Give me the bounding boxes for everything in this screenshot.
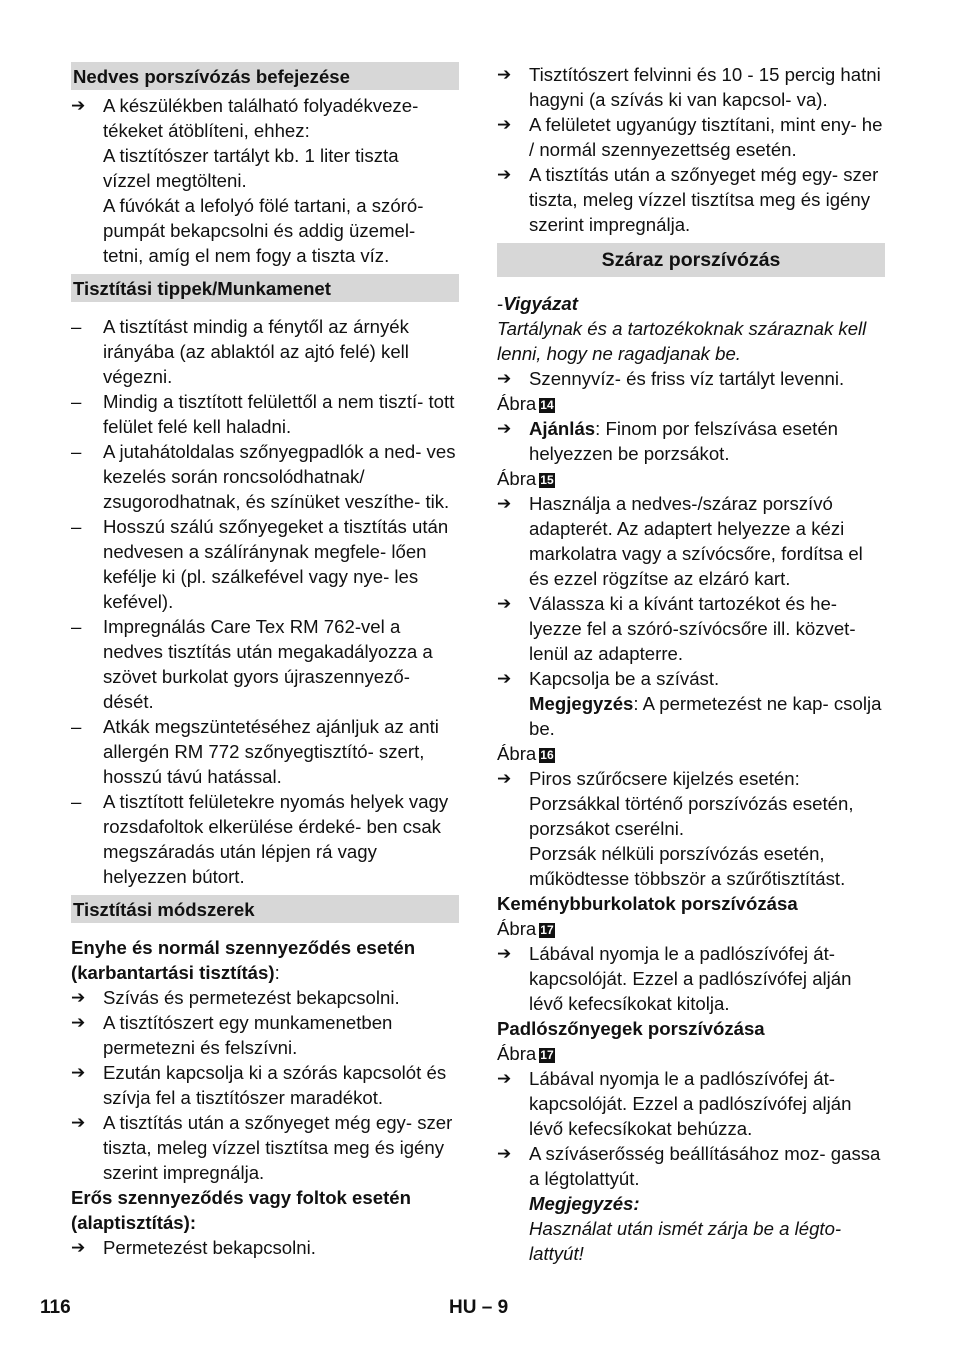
dash-icon: – [71, 441, 82, 462]
list-item [71, 985, 459, 1010]
list-item [497, 112, 885, 162]
item-text: Használja a nedves-/száraz porszívó adapterét. Az adaptert helyezze a kézi markolatra vagy a szívócsőre, fordítsa el és ezzel rögzítse az elzáró kart. [529, 493, 863, 589]
list-item [497, 1066, 885, 1141]
figure-ref [497, 1041, 885, 1066]
subheading-text: Enyhe és normál szennyeződés esetén (karbantartási tisztítás) [71, 937, 416, 983]
arrow-icon: ➔ [497, 1069, 512, 1088]
section-heading: Tisztítási tippek/Munkamenet [71, 274, 459, 302]
figure-label: Ábra [497, 743, 537, 764]
arrow-icon: ➔ [497, 369, 512, 388]
list-item [497, 491, 885, 591]
dash-icon: – [71, 716, 82, 737]
caution-text: Tartálynak és a tartozékoknak száraznak kell lenni, hogy ne ragadjanak be. [497, 318, 867, 364]
figure-number-badge: 16 [540, 748, 554, 762]
item-text: Szívás és permetezést bekapcsolni. [103, 987, 400, 1008]
item-text: Lábával nyomja le a padlószívófej át- kapcsolóját. Ezzel a padlószívófej alján lévő kefecsíkokat kitolja. [529, 943, 852, 1014]
dash-icon: – [71, 616, 82, 637]
page-number: 116 [40, 1297, 71, 1318]
arrow-icon: ➔ [497, 65, 512, 84]
text-line: Porzsák nélküli porszívózás esetén, működtesse többször a szűrőtisztítást. [529, 843, 846, 889]
item-text: Mindig a tisztított felülettől a nem tisztí- tott felület felé kell haladni. [103, 391, 455, 437]
text-line: tékeket átöblíteni, ehhez: [103, 120, 310, 141]
arrow-icon: ➔ [71, 1013, 86, 1032]
text-line: pumpát bekapcsolni és addig üzemel- [103, 220, 416, 241]
section-heading: Tisztítási módszerek [71, 895, 459, 923]
text-line: tetni, amíg el nem fogy a tiszta víz. [103, 245, 390, 266]
list-item [497, 416, 885, 466]
list-item [71, 1010, 459, 1060]
item-text: A tisztítást mindig a fénytől az árnyék irányába (az ablaktól az ajtó felé) kell végezni. [103, 316, 409, 387]
note [497, 691, 885, 741]
list-item [497, 591, 885, 666]
left-column [71, 62, 459, 1260]
caution-word: Vigyázat [503, 293, 578, 314]
figure-label: Ábra [497, 393, 537, 414]
text-line: vízzel megtölteni. [103, 170, 247, 191]
text-line: A fúvókát a lefolyó fölé tartani, a szóró- [103, 195, 424, 216]
list-item [497, 162, 885, 237]
subheading: Keménybburkolatok porszívózása [497, 893, 798, 914]
list-item [71, 1110, 459, 1185]
dash-icon: – [71, 791, 82, 812]
arrow-icon: ➔ [497, 594, 512, 613]
list-item [497, 941, 885, 1016]
arrow-icon: ➔ [497, 419, 512, 438]
list-item [497, 1141, 885, 1191]
arrow-icon: ➔ [497, 769, 512, 788]
note-text: Használat után ismét zárja be a légto- lattyút! [529, 1218, 842, 1264]
figure-label: Ábra [497, 918, 537, 939]
dash-icon: – [71, 391, 82, 412]
item-text: A jutahátoldalas szőnyegpadlók a ned- ves kezelés során roncsolódhatnak/ zsugorodhatnak, és színüket veszíthe- tik. [103, 441, 456, 512]
item-text: A készülékben található folyadékveze- [103, 95, 419, 116]
arrow-icon: ➔ [497, 944, 512, 963]
item-text: A tisztítás után a szőnyeget még egy- szer tiszta, meleg vízzel tisztítsa meg és igény szerint impregnálja. [529, 164, 879, 235]
caution-line [497, 291, 885, 316]
figure-ref [497, 741, 885, 766]
list-item [71, 93, 459, 118]
item-text: Tisztítószert felvinni és 10 - 15 percig hatni hagyni (a szívás ki van kapcsol- va). [529, 64, 881, 110]
item-text: A tisztított felületekre nyomás helyek vagy rozsdafoltok elkerülése érdeké- ben csak megszáradás után lépjen rá vagy helyezzen bútort. [103, 791, 449, 887]
recommendation-label: Ajánlás [529, 418, 596, 439]
item-text: Permetezést bekapcsolni. [103, 1237, 316, 1258]
figure-label: Ábra [497, 468, 537, 489]
caution-prefix: - [497, 293, 504, 314]
item-text: Atkák megszüntetéséhez ajánljuk az anti allergén RM 772 szőnyegtisztító- szert, hosszú távú hatással. [103, 716, 439, 787]
arrow-icon: ➔ [71, 1113, 86, 1132]
right-column [497, 62, 885, 1266]
note-label: Megjegyzés [529, 693, 634, 714]
text-line: Porzsákkal történő porszívózás esetén, porzsákot cserélni. [529, 793, 854, 839]
arrow-icon: ➔ [71, 988, 86, 1007]
arrow-icon: ➔ [497, 494, 512, 513]
list-item [497, 366, 885, 391]
dash-icon: – [71, 516, 82, 537]
note-label: Megjegyzés: [529, 1193, 640, 1214]
arrow-icon: ➔ [497, 115, 512, 134]
subheading: Padlószőnyegek porszívózása [497, 1018, 765, 1039]
dash-icon: – [71, 316, 82, 337]
item-text: A tisztítószert egy munkamenetben permetezni és felszívni. [103, 1012, 393, 1058]
item-text: A szíváserősség beállításához moz- gassa a légtolattyút. [529, 1143, 881, 1189]
text-line: A tisztítószer tartályt kb. 1 liter tiszta [103, 145, 399, 166]
subheading-colon: : [274, 962, 280, 983]
figure-ref [497, 916, 885, 941]
list-item [71, 1060, 459, 1110]
item-text: A tisztítás után a szőnyeget még egy- szer tiszta, meleg vízzel tisztítsa meg és igény szerint impregnálja. [103, 1112, 453, 1183]
item-text: Impregnálás Care Tex RM 762-vel a nedves tisztítás után megakadályozza a szövet burkolat gyors újraszennyező- dését. [103, 616, 433, 712]
list-item [497, 766, 885, 791]
list-item [71, 314, 459, 389]
item-text: Hosszú szálú szőnyegeket a tisztítás után nedvesen a szálíránynak megfele- lően kefélje ki (pl. szálkefével vagy nye- les kefével). [103, 516, 449, 612]
figure-label: Ábra [497, 1043, 537, 1064]
figure-number-badge: 17 [540, 1048, 554, 1062]
item-text: Kapcsolja be a szívást. [529, 668, 720, 689]
arrow-icon: ➔ [497, 1144, 512, 1163]
list-item [71, 439, 459, 514]
note-text: : A permetezést ne kap- csolja be. [529, 693, 882, 739]
list-item [71, 714, 459, 789]
item-text: Válassza ki a kívánt tartozékot és he- lyezze fel a szóró-szívócsőre ill. közvet- lenül az adapterre. [529, 593, 856, 664]
figure-ref [497, 466, 885, 491]
subheading: Erős szennyeződés vagy foltok esetén (alaptisztítás): [71, 1187, 411, 1233]
figure-number-badge: 15 [540, 473, 554, 487]
item-text: Ezután kapcsolja ki a szórás kapcsolót és szívja fel a tisztítószer maradékot. [103, 1062, 447, 1108]
figure-number-badge: 14 [540, 398, 554, 412]
list-item [497, 62, 885, 112]
list-item [71, 789, 459, 889]
item-text: Lábával nyomja le a padlószívófej át- kapcsolóját. Ezzel a padlószívófej alján lévő kefecsíkokat behúzza. [529, 1068, 852, 1139]
arrow-icon: ➔ [497, 165, 512, 184]
arrow-icon: ➔ [71, 1063, 86, 1082]
list-item [71, 614, 459, 714]
list-item [71, 389, 459, 439]
section-heading: Nedves porszívózás befejezése [71, 62, 459, 90]
figure-number-badge: 17 [540, 923, 554, 937]
list-item [71, 1235, 459, 1260]
item-text: Piros szűrőcsere kijelzés esetén: [529, 768, 800, 789]
item-text: : Finom por felszívása esetén helyezzen be porzsákot. [529, 418, 839, 464]
list-item [497, 666, 885, 691]
arrow-icon: ➔ [71, 96, 86, 115]
arrow-icon: ➔ [497, 669, 512, 688]
item-text: A felületet ugyanúgy tisztítani, mint eny- he / normál szennyezettség esetén. [529, 114, 883, 160]
item-text: Szennyvíz- és friss víz tartályt levenni. [529, 368, 845, 389]
section-heading: Száraz porszívózás [497, 243, 885, 277]
arrow-icon: ➔ [71, 1238, 86, 1257]
list-item [71, 514, 459, 614]
page-language-index: HU – 9 [449, 1297, 509, 1318]
figure-ref [497, 391, 885, 416]
subheading [71, 935, 459, 985]
